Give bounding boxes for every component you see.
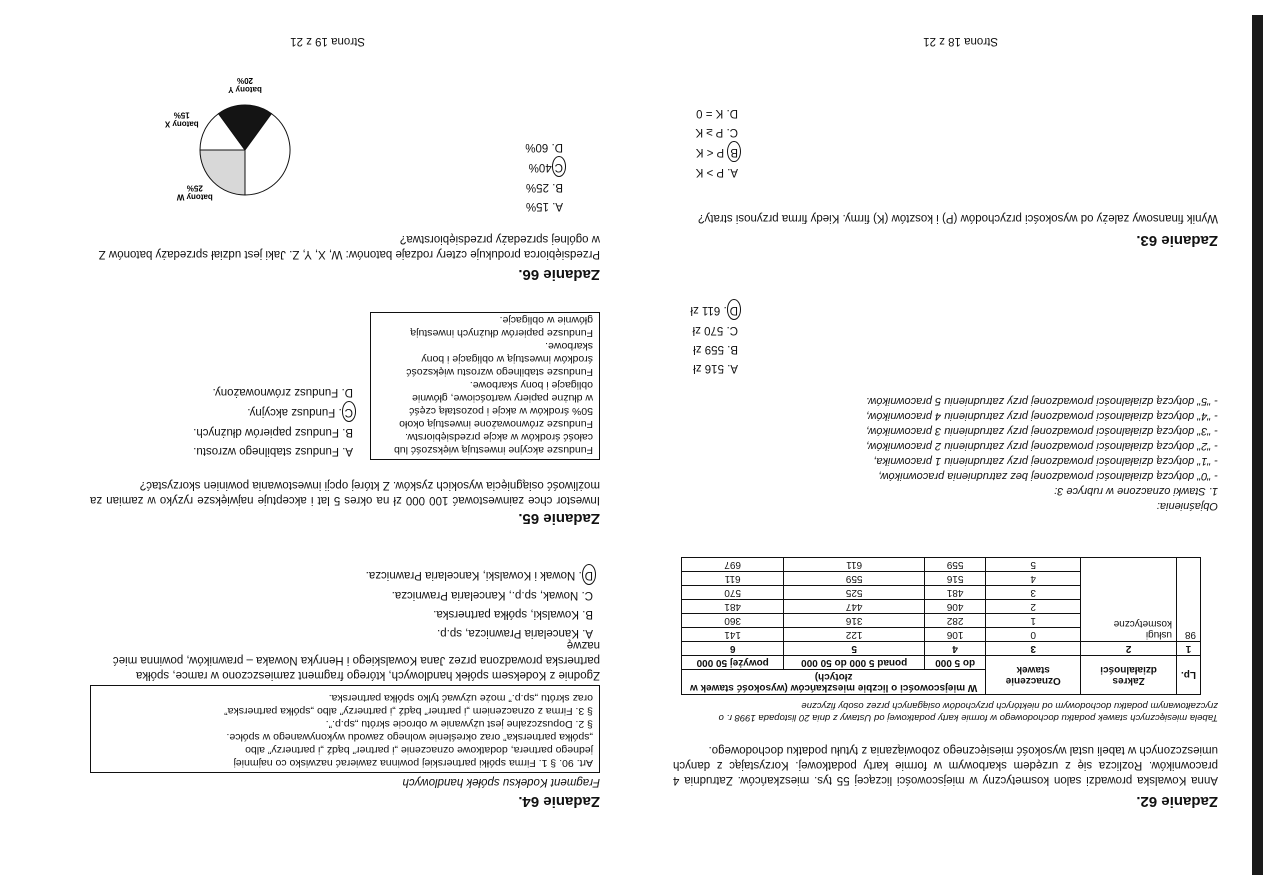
cell-value: 611 (682, 572, 784, 586)
col-num: 1 (1177, 642, 1201, 656)
cell-value: 282 (925, 614, 986, 628)
answer-circle: C (552, 156, 566, 177)
task66-title: Zadanie 66. (518, 266, 600, 283)
explanation-line: - "1" dotyczą działalności prowadzonej przy zatrudnieniu 1 pracownika, (873, 455, 1218, 467)
page-number: Strona 19 z 21 (290, 35, 365, 47)
table-header-row (682, 670, 1201, 695)
cell-value: 481 (682, 600, 784, 614)
header-scope: Zakres działalności (1081, 656, 1177, 695)
option-d: D. 611 zł (690, 299, 738, 320)
option-text: Nowak i Kowalski, Kancelaria Prawnicza. (365, 569, 576, 581)
task64-question: Zgodnie z Kodeksem spółek handlowych, którego fragment zamieszczono w ramce, spółka partnerska prowadzona przez Jana Kowalskiego i Henryka Nowaka – prawników, powinna mieć nazwę (112, 639, 600, 681)
cell-value: 481 (925, 586, 986, 600)
table-row (682, 628, 1201, 642)
col-num: 4 (925, 642, 986, 656)
box-line: Fundusze akcyjne inwestują większość lub (393, 444, 593, 456)
option-text: 611 zł (690, 304, 721, 316)
table-number-row (682, 642, 1201, 656)
task64-title: Zadanie 64. (518, 793, 600, 810)
cell-scope: usługi kosmetyczne (1081, 558, 1177, 642)
pie-label: batony Y (228, 85, 262, 94)
answer-circle: B (727, 141, 741, 162)
explanation-line: - "3" dotyczą działalności prowadzonej przy zatrudnieniu 3 pracowników, (865, 425, 1218, 437)
option-text: P < K (695, 146, 725, 158)
pie-chart (145, 75, 345, 225)
cell-rate-mark: 0 (986, 628, 1081, 642)
header-rate-mark: Oznaczenie stawek (986, 656, 1081, 695)
explanations-title: Objaśnienia: (1156, 500, 1218, 512)
pie-value-label: 15% (173, 110, 190, 120)
cell-lp: 98 (1177, 558, 1201, 642)
cell-value: 570 (682, 586, 784, 600)
explanation-line: - "4" dotyczą działalności prowadzonej przy zatrudnieniu 4 pracowników, (865, 410, 1218, 422)
option-d: D. Fundusz zrównoważony. (212, 386, 353, 398)
task64-law-box (90, 685, 600, 773)
box-line: całość środków w akcje przedsiębiorstw. (405, 431, 593, 443)
task62-options (690, 299, 738, 377)
cell-value: 611 (784, 558, 925, 572)
option-d: D. Nowak i Kowalski, Kancelaria Prawnicza. (366, 564, 593, 585)
pie-label: batony X (164, 119, 199, 129)
task65-question: Inwestor chce zainwestować 100 000 zł na okres 5 lat i akceptuje największe ryzyko w zamian za możliwość osiągnięcia wysokich zysków. Z której opcji inwestowania powinien skorzystać? (90, 479, 600, 506)
task65-fund-box (370, 312, 600, 460)
task64-options (366, 564, 593, 642)
box-line: § 3. Firma z oznaczeniem „i partner” bądź „i partnerzy” albo „spółka partnerska” (224, 705, 593, 717)
option-text: 40% (528, 161, 552, 173)
option-a: A. 15% (525, 200, 563, 212)
box-line: jednego partnera, dodatkowe oznaczenie „i partner” bądź „i partnerzy” albo (245, 744, 593, 756)
task62-explanations (673, 393, 1218, 513)
answer-circle: D (727, 299, 741, 320)
col-num: 3 (986, 642, 1081, 656)
box-line: „spółka partnerska” oraz określenie wolnego zawodu wykonywanego w spółce. (226, 731, 593, 743)
option-a: A. Fundusz stabilnego wzrostu. (193, 445, 353, 457)
pie-value-label: 25% (186, 183, 203, 193)
task64-fragment-title: Fragment Kodeksu spółek handlowych (402, 776, 600, 788)
task66-question: Przedsiębiorca produkuje cztery rodzaje batonów: W, X, Y, Z. Jaki jest udział sprzedaży batonów Z w ogólnej sprzedaży przedsiębiorstwa? (98, 233, 600, 260)
option-b: B. 559 zł (693, 343, 738, 355)
col-num: 2 (1081, 642, 1177, 656)
option-c: C. Nowak, sp.p., Kancelaria Prawnicza. (391, 589, 593, 601)
option-a: A. 516 zł (693, 362, 738, 374)
task65-options (193, 382, 353, 460)
box-line: § 2. Dopuszczalne jest używanie w obrocie skrótu „sp.p.”. (325, 718, 593, 730)
task62-table-caption: Tabela miesięcznych stawek podatku dochodowego w formie karty podatkowej od Ustawy z dnia 20 listopada 1998 r. o zryczałtowanym podatku dochodowym od niektórych przychodów osiąganych przez osoby fizyczne (718, 700, 1218, 723)
task62-title: Zadanie 62. (1136, 793, 1218, 810)
cell-value: 141 (682, 628, 784, 642)
option-c: C. 570 zł (692, 324, 738, 336)
cell-rate-mark: 2 (986, 600, 1081, 614)
pie-slice (200, 150, 245, 195)
answer-circle: D (582, 564, 596, 585)
pie-label: batony W (176, 192, 213, 202)
pie-value-label: 20% (236, 76, 254, 85)
option-b: B. Kowalski, spółka partnerska. (433, 608, 593, 620)
cell-value: 122 (784, 628, 925, 642)
cell-rate-mark: 5 (986, 558, 1081, 572)
header-col1: do 5 000 (925, 656, 986, 670)
task63-question: Wynik finansowy zależy od wysokości przychodów (P) i kosztów (K) firmy. Kiedy firma przynosi straty? (698, 212, 1218, 224)
cell-value: 697 (682, 558, 784, 572)
cell-value: 516 (925, 572, 986, 586)
box-line: środków inwestują w obligacje i bony skarbowe. (421, 340, 593, 365)
col-num: 6 (682, 642, 784, 656)
header-col3: powyżej 50 000 (682, 656, 784, 670)
cell-value: 406 (925, 600, 986, 614)
option-a: A. Kancelaria Prawnicza, sp.p. (437, 627, 593, 639)
answer-circle: C (342, 401, 356, 422)
box-line: Fundusze zrównoważone inwestują około (399, 418, 593, 430)
option-b (695, 141, 738, 162)
task65-title: Zadanie 65. (518, 510, 600, 527)
cell-value: 106 (925, 628, 986, 642)
cell-value: 559 (925, 558, 986, 572)
header-lp: Lp. (1177, 656, 1201, 695)
box-line: Fundusze papierów dłużnych inwestują (410, 327, 593, 339)
box-line: Fundusze stabilnego wzrostu większość (406, 366, 593, 378)
task63-title: Zadanie 63. (1136, 232, 1218, 249)
tax-rate-table (681, 557, 1201, 695)
task62-intro: Anna Kowalska prowadzi salon kosmetyczny w miejscowości liczącej 55 tys. mieszkańców. Zatrudnia 4 pracowników. Rozlicza się z urzędem skarbowym w formie karty podatkowej. Korzystając z danych umieszczonych w tabeli ustal wysokość miesięcznego zobowiązania z tytułu podatku dochodowego. (673, 744, 1218, 786)
option-b: B. Fundusz papierów dłużnych. (193, 426, 353, 438)
page-18 (663, 0, 1263, 885)
explanation-line: - "5" dotyczą działalności prowadzonej przy zatrudnieniu 5 pracowników. (865, 395, 1218, 407)
box-line: 50% środków w akcje i pozostałą część (409, 405, 593, 417)
scan-gutter-shadow (1252, 15, 1263, 875)
cell-rate-mark: 3 (986, 586, 1081, 600)
page-number: Strona 18 z 21 (923, 35, 998, 47)
task63-options (695, 103, 738, 181)
cell-value: 525 (784, 586, 925, 600)
box-line: głównie w obligacje. (499, 314, 593, 326)
cell-rate-mark: 4 (986, 572, 1081, 586)
box-line: w dłużne papiery wartościowe, głównie (412, 392, 593, 404)
option-b: B. 25% (525, 181, 563, 193)
option-d: D. 60% (525, 141, 563, 153)
cell-value: 316 (784, 614, 925, 628)
option-a: A. P > K (695, 166, 738, 178)
cell-value: 447 (784, 600, 925, 614)
option-d: D. K = 0 (696, 107, 738, 119)
explanation-line: - "2" dotyczą działalności prowadzonej przy zatrudnieniu 2 pracowników, (865, 440, 1218, 452)
explanation-line: - "0" dotyczą działalności prowadzonej bez zatrudnienia pracowników, (878, 470, 1218, 482)
option-c: C. P ≥ K (695, 126, 738, 138)
cell-value: 360 (682, 614, 784, 628)
box-line: Art. 90. § 1. Firma spółki partnerskiej powinna zawierać nazwisko co najmniej (233, 757, 593, 769)
explanation-line: 1. Stawki oznaczone w rubryce 3: (1054, 485, 1218, 497)
cell-value: 559 (784, 572, 925, 586)
option-text: Fundusz akcyjny. (247, 406, 336, 418)
cell-rate-mark: 1 (986, 614, 1081, 628)
header-group: W miejscowości o liczbie mieszkańców (wysokość stawek w złotych) (682, 670, 986, 695)
box-line: oraz skrótu „sp.p.” może używać tylko spółka partnerska. (328, 692, 593, 704)
option-c: C. Fundusz akcyjny. (193, 401, 353, 422)
task66-options (525, 137, 563, 215)
box-line: obligacje i bony skarbowe. (469, 379, 593, 391)
option-c (525, 156, 563, 177)
header-col2: ponad 5 000 do 50 000 (784, 656, 925, 670)
col-num: 5 (784, 642, 925, 656)
